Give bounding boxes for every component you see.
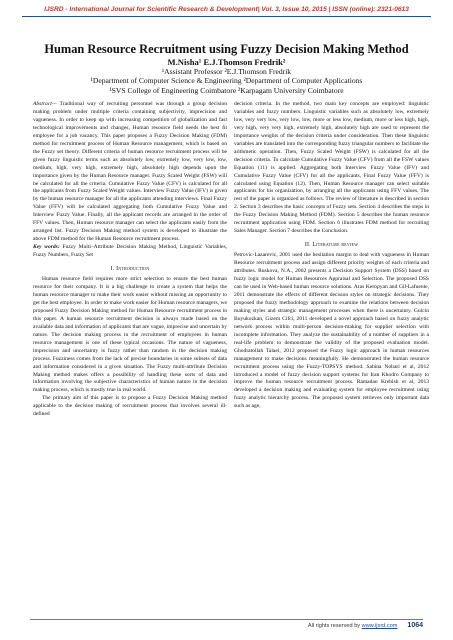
- paper-title: Human Resource Recruitment using Fuzzy Decision Making Method: [44, 42, 409, 56]
- keywords-text: Fuzzy Multi–Attribute Decision Making Method, Linguistic Variables, Fuzzy Numbers, Fuzzy Set: [33, 244, 228, 259]
- keywords: [33, 244, 227, 260]
- intro-paragraph-2: The primary aim of this paper is to propose a Fuzzy Decision Making method applicable to the decision making of recruitment process that involves several ill-defined: [33, 395, 227, 418]
- page-number: 1064: [407, 622, 423, 629]
- literature-review-text: Petrovic-Lazarevic, 2001 used the hesitation margin to deal with vagueness in Human Resource recruitment process and assign different priority weights of each criteria and attributes. Ruskova, N.A., 2002 presents a Decision Support System (DSS) based on fuzzy logic model for Human Resources Appraisal and Selection. The proposed DSS can be used in Web-based human resource solutions. Aras Keropyan and Gil-Lafuente, 2011 demonstrate the effects of different decision styles on strategic decisions. They proposed the fuzzy methodology approach to examine the relations between decision making styles and strategic management processes when there is uncertainty. Gulcin Buyukozkan, Gizem Cifci, 2011 developed a novel approach based on fuzzy analytic network process within multi-person decision-making for supplier selection with incomplete information. They analyze the sustainability of a number of suppliers in a real-life problem to demonstrate the validity of the proposed evaluation model. Ghodratollah Talaei, 2012 proposed the Fuzzy logic approach in human resources management to make decisions meaningfully. He demonstrated the human resource recruitment process using the Fuzzy-TOPSYS method. Sabina Nobari et al, 2012 introduced a model of fuzzy decision support systems for Iran Khodro Company to improve the human resource recruitment process. Ramadan Krebish et al, 2013 developed a decision making and evaluating system for employee recruitment using fuzzy analytic hierarchy process. The proposed system retrieves only important data such as age,: [234, 252, 429, 410]
- author-names: M.Nisha¹ E.J.Thomson Fredrik²: [167, 57, 286, 67]
- title-block: [22, 42, 431, 95]
- journal-header: IJSRD - International Journal for Scientific Research & Development| Vol. 3, Issue 10, 2015 | ISSN (online): 2321-0613: [44, 6, 409, 13]
- section-heading-literature-review: II. Literature review: [304, 242, 359, 249]
- abstract: [33, 101, 227, 244]
- author-departments: ¹Department of Computer Science & Engineering ²Department of Computer Applications: [90, 76, 363, 86]
- author-institutions: ¹SVS College of Engineering Coimbatore ²Karpagam University Coimbatore: [109, 85, 344, 95]
- page-footer: [308, 622, 423, 629]
- left-column: [33, 101, 227, 419]
- footer-rights: All rights reserved by: [307, 623, 362, 629]
- abstract-label: Abstract—: [33, 101, 57, 107]
- section-heading-introduction: I. Introduction: [110, 266, 150, 273]
- keywords-label: Key words:: [33, 244, 60, 251]
- journal-url-link[interactable]: www.ijsrd.com: [361, 623, 398, 629]
- abstract-text: Traditional way of recruiting personnel was through a group decision making problem under multiple criteria containing subjectivity, imprecision and vagueness. In order to keep up with increasing competition of globalization and fast technological improvements and changes, Human resource field needs the best fit employee for a job vacancy. This paper proposes a Fuzzy Decision Making (FDM) method for recruitment process of Human Resource management, which is based on the Fuzzy set theory. Different criteria of human resource recruitment process will be given fuzzy linguistic terms such as absolutely low, extremely low, very low, low, medium, high, very high, extremely high, absolutely high depends upon the importance given by the Human Resource manager. Fuzzy Scaled Weight (FSW) will be calculated for all the criteria. Cumulative Fuzzy Value (CFV) is calculated for all the applicants from Fuzzy Scaled Weight values. Interview Fuzzy Value (IFV) is given by the human resource manager for all the applicants attending interviews. Final Fuzzy Value (FFV) will be calculated aggregating both Cumulative Fuzzy Value and Interview Fuzzy Value. Finally, all the applicant records are arranged in the order of FFV values. Then, Human resource manager can select the applicants easily from the arranged list. Fuzzy Decision Making method system is developed to illustrate the above FDM method for the Human Resource recruitment process.: [33, 101, 227, 243]
- author-roles: ¹Assistant Professor ²E.J.Thomson Fredrik: [161, 67, 292, 76]
- footer-divider: [30, 619, 423, 620]
- intro-paragraph-1: Human resource field requires more strict selection to ensure the best human resource for their company. It is a big challenge to create a system that helps the human resource manager to make their work easier without missing an opportunity to get the best employee. In order to make work easier for Human resource managers, we proposed Fuzzy Decision Making method for Human Resource recruitment process in this paper. A human resource recruitment decision is always made based on the available data and information of applicants that are vague, imprecise and uncertain by nature. The decision making process in the recruitment of employees in human resource management is one of these typical occasions. The nature of vagueness, imprecision and uncertainty is fuzzy rather than random in the decision making process. Fuzziness comes from the lack of precise boundaries in some subsets of data and information considered in a given situation. The Fuzzy multi-attribute Decision Making method makes offers a possibility of handling these sorts of data and information involving the subjective characteristics of human nature in the decision making process, which is mostly true in real world.: [33, 276, 227, 394]
- intro-continuation: decision criteria. In the method, two main key concepts are employed: linguistic variables and fuzzy numbers. Linguistic variables such as absolutely low, extremely low, very very low, very low, low, more or less low, medium, more or less high, high, very high, very very high, extremely high, absolutely high are used to represent the importance weights of the decision criteria under consideration. Then these linguistic variables are translated into the corresponding fuzzy triangular numbers to facilitate the arithmetic operation. Then, Fuzzy Scaled Weight (FSW) is calculated for all the decision criteria. To calculate Cumulative Fuzzy Value (CFV) from all the FSW values Equation (11) is applied. Aggregating both Interview Fuzzy Value (IFV) and Cumulative Fuzzy Value (CFV) for all the applicants, Final Fuzzy Value (FFV) is calculated using Equation (12). Then, Human Resource manager can select suitable applicants for his organization, by arranging all the applicants using FFV values. The rest of the paper is organized as follows. The review of literature is described in section 2. Section 3 describes the basic concepts of Fuzzy sets. Section 4 describes the steps in the Fuzzy Decision Making Method (FDM). Section 5 describes the human resource recruitment application using FDM. Section 6 illustrates FDM method for recruiting Sales Manager. Section 7 describes the Conclusion.: [234, 101, 429, 235]
- right-column: [234, 101, 429, 411]
- header-divider: [22, 16, 431, 17]
